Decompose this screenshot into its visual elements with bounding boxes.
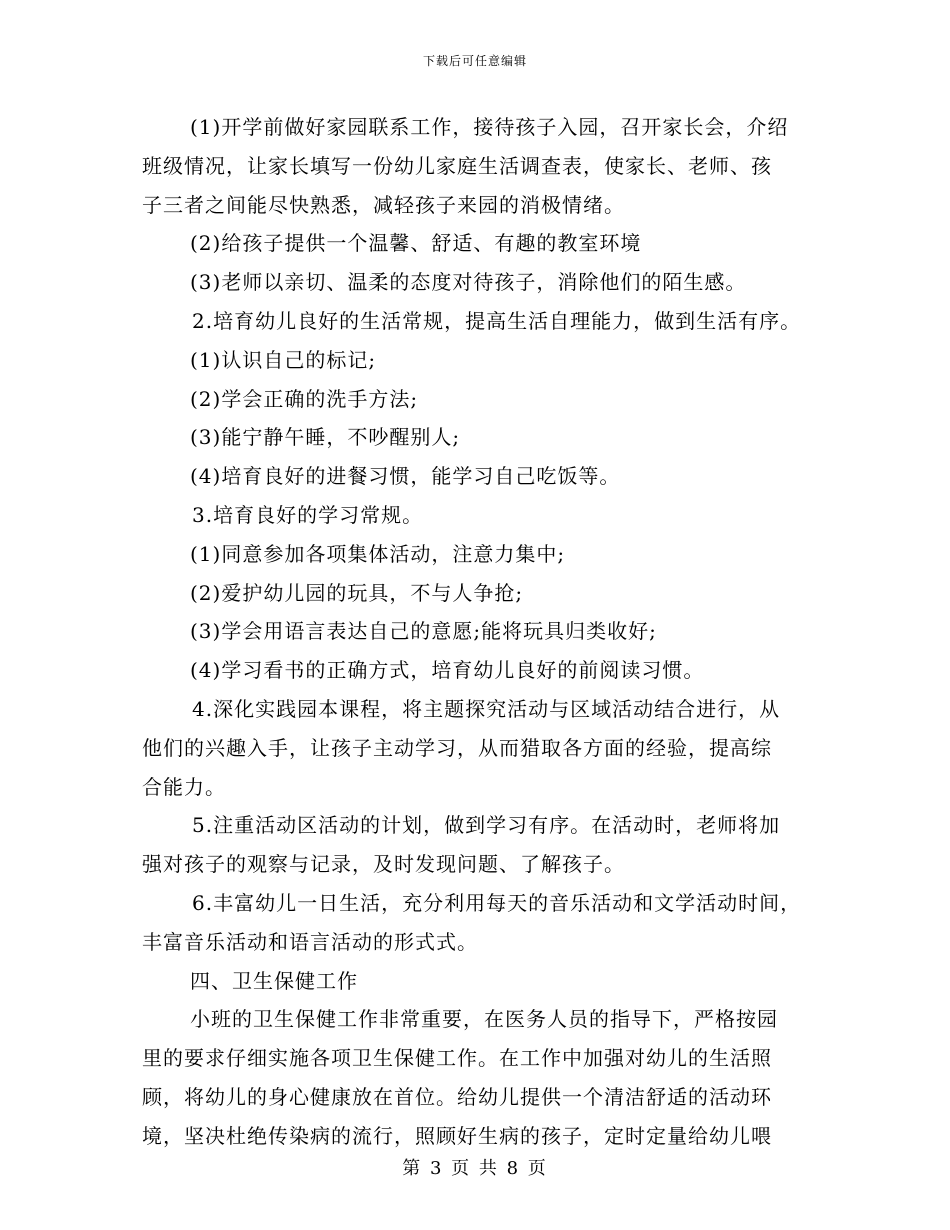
text-line: 境，坚决杜绝传染病的流行，照顾好生病的孩子，定时定量给幼儿喂 [142, 1123, 772, 1148]
text-line: 5.注重活动区活动的计划，做到学习有序。在活动时，老师将加 [192, 813, 781, 838]
text-line: 合能力。 [142, 774, 226, 799]
text-line: (4)学习看书的正确方式，培育幼儿良好的前阅读习惯。 [190, 658, 705, 683]
page-number: 第 3 页 共 8 页 [402, 1158, 548, 1179]
text-line: 2.培育幼儿良好的生活常规，提高生活自理能力，做到生活有序。 [192, 308, 802, 333]
text-line: (1)同意参加各项集体活动，注意力集中; [190, 541, 566, 566]
text-line: (3)老师以亲切、温柔的态度对待孩子，消除他们的陌生感。 [190, 270, 747, 295]
text-line: 6.丰富幼儿一日生活，充分利用每天的音乐活动和文学活动时间， [192, 890, 802, 915]
text-line: 班级情况，让家长填写一份幼儿家庭生活调查表，使家长、老师、孩 [142, 153, 772, 178]
text-line: 丰富音乐活动和语言活动的形式式。 [142, 929, 478, 954]
text-line: (3)能宁静午睡，不吵醒别人; [190, 425, 461, 450]
text-line: (2)给孩子提供一个温馨、舒适、有趣的教室环境 [190, 231, 642, 256]
text-line: 里的要求仔细实施各项卫生保健工作。在工作中加强对幼儿的生活照 [142, 1046, 772, 1071]
text-line: (1)开学前做好家园联系工作，接待孩子入园，召开家长会，介绍 [190, 115, 789, 139]
text-line: 他们的兴趣入手，让孩子主动学习，从而猎取各方面的经验，提高综 [142, 735, 772, 760]
text-line: 3.培育良好的学习常规。 [192, 502, 424, 527]
document-body [142, 108, 822, 1156]
text-line: 强对孩子的观察与记录，及时发现问题、了解孩子。 [142, 852, 625, 877]
text-line: 子三者之间能尽快熟悉，减轻孩子来园的消极情绪。 [142, 192, 625, 217]
text-line: (3)学会用语言表达自己的意愿;能将玩具归类收好; [190, 619, 657, 644]
text-line: 顾，将幼儿的身心健康放在首位。给幼儿提供一个清洁舒适的活动环 [142, 1084, 772, 1109]
text-line: (2)爱护幼儿园的玩具，不与人争抢; [190, 580, 524, 605]
text-line: 4.深化实践园本课程，将主题探究活动与区域活动结合进行，从 [192, 696, 781, 721]
page-header: 下载后可任意编辑 [422, 54, 527, 68]
text-line: (1)认识自己的标记; [190, 347, 377, 372]
section-heading: 四、卫生保健工作 [190, 968, 358, 993]
text-line: (4)培育良好的进餐习惯，能学习自己吃饭等。 [190, 464, 621, 489]
text-line: (2)学会正确的洗手方法; [190, 386, 419, 411]
text-line: 小班的卫生保健工作非常重要，在医务人员的指导下，严格按园 [190, 1007, 778, 1032]
